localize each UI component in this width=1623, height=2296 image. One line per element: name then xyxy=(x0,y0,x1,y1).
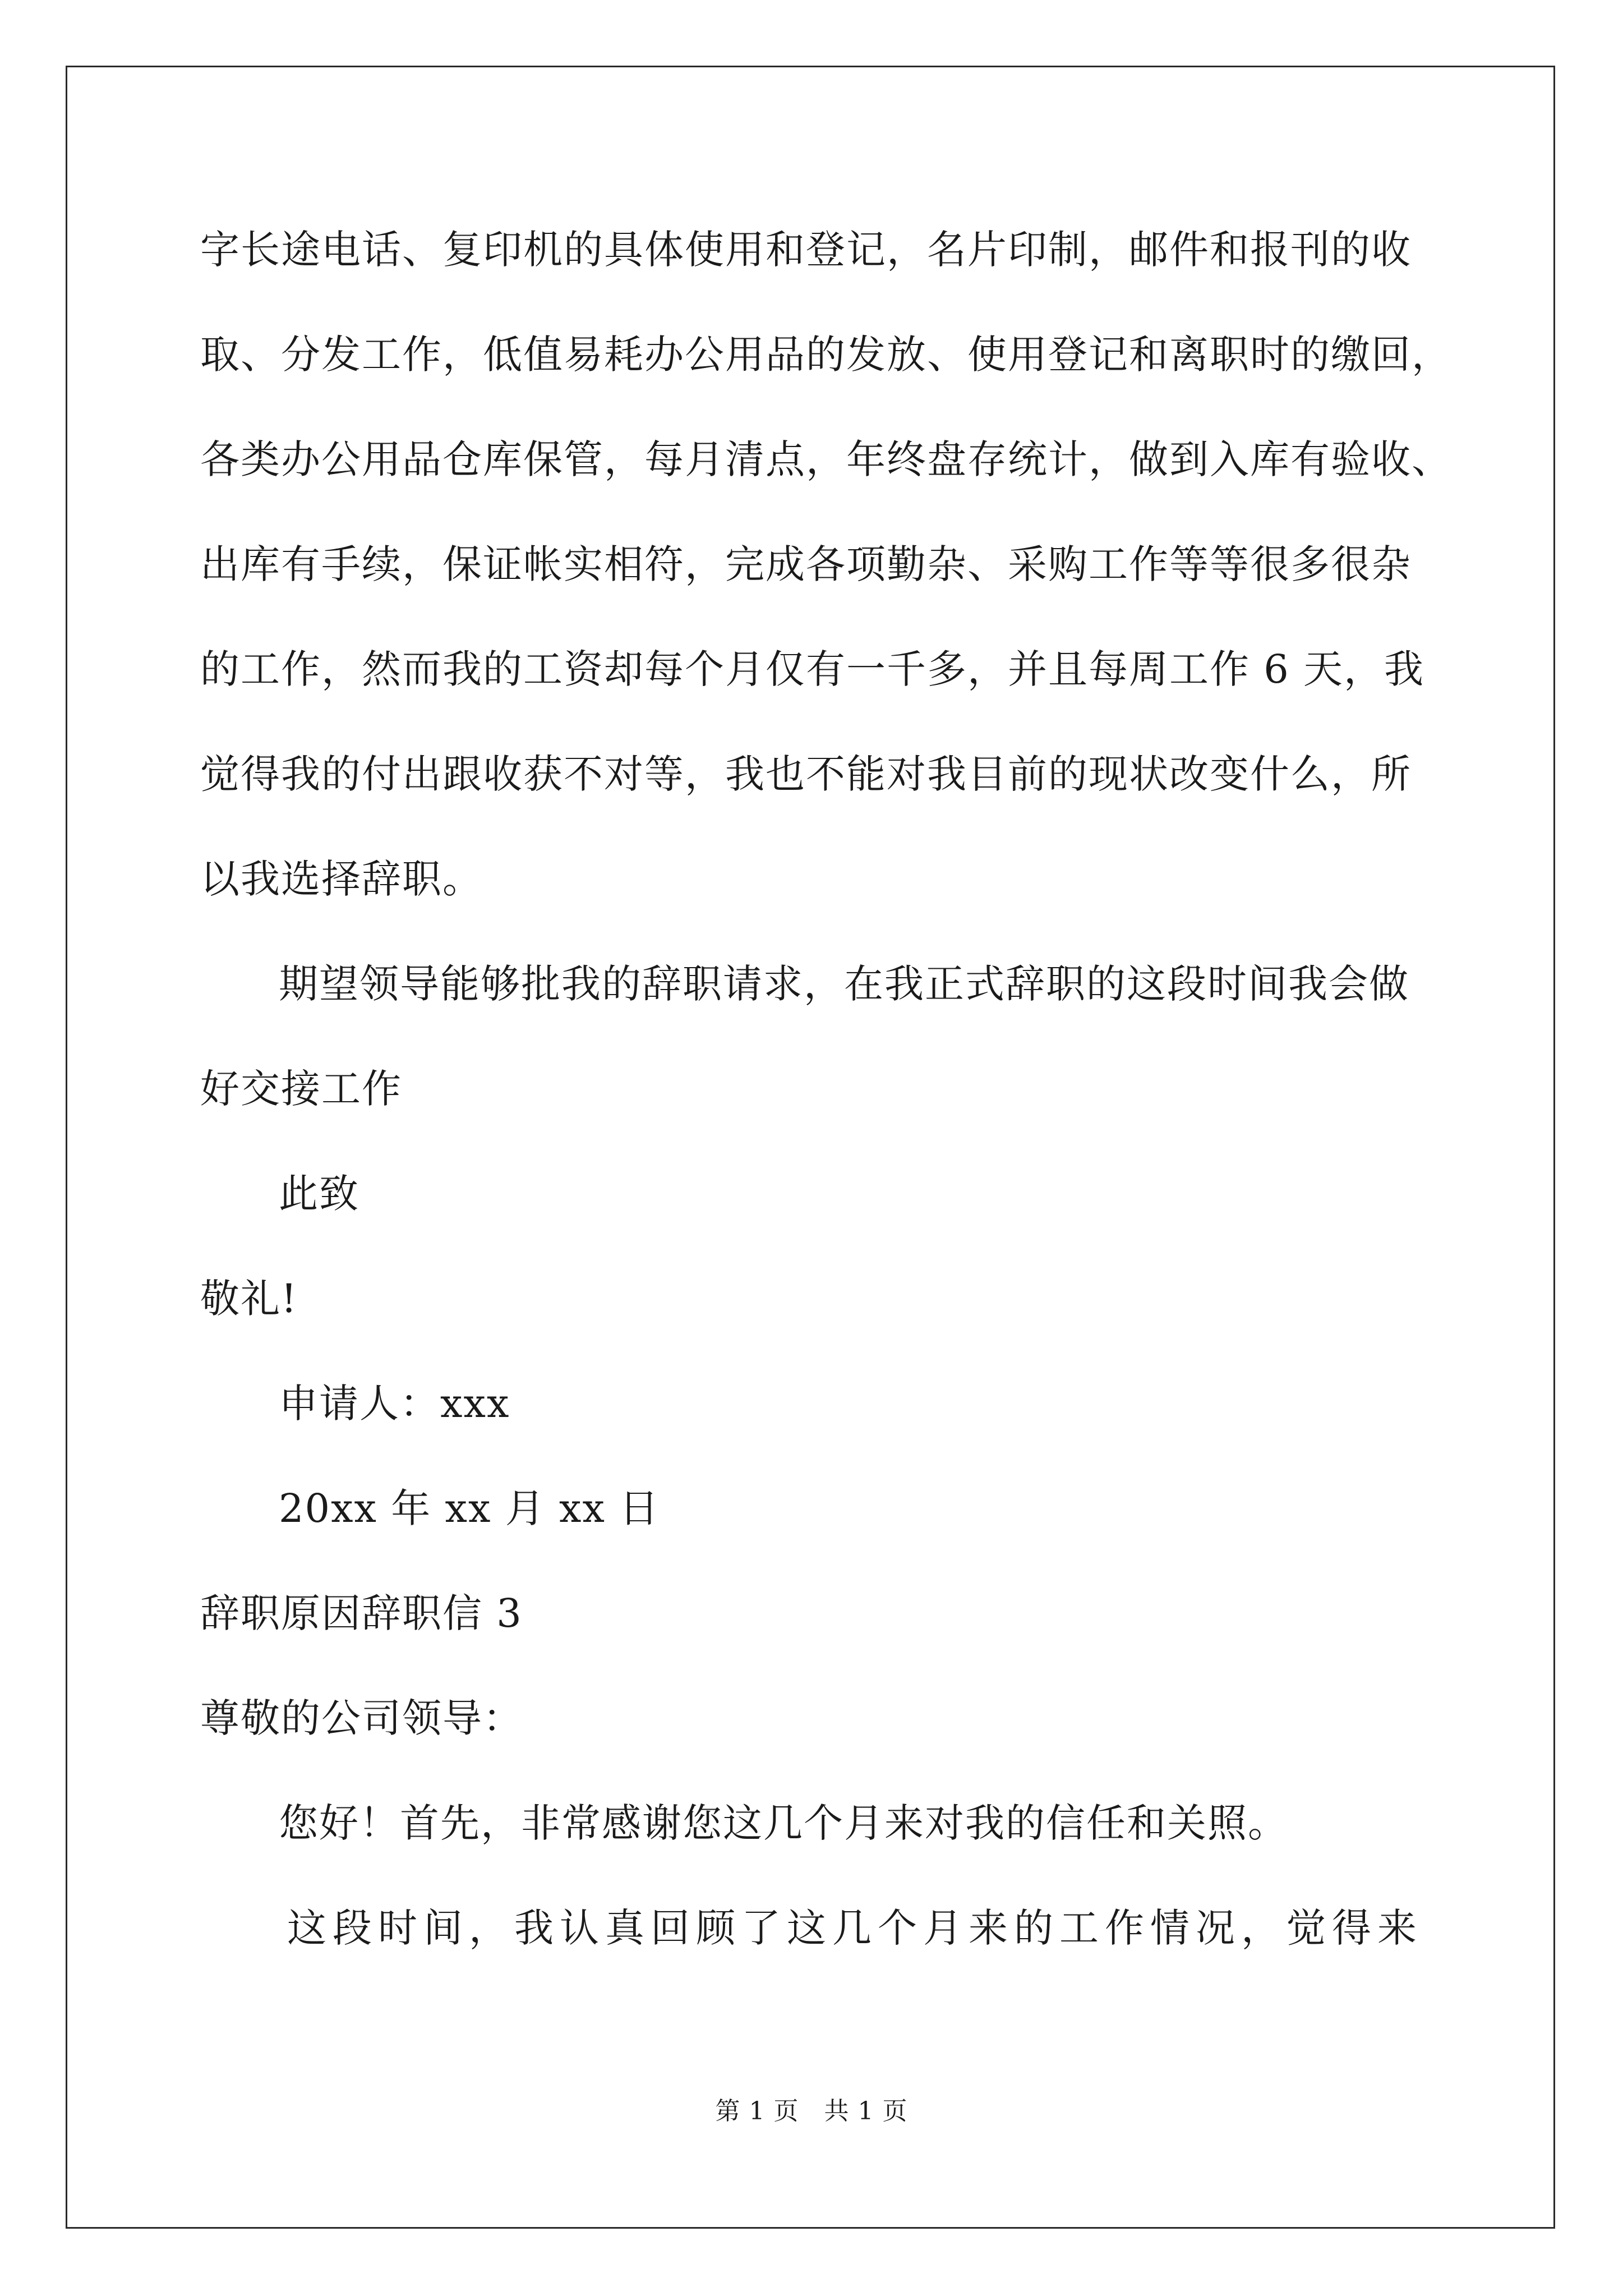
body-text-line: 取、分发工作，低值易耗办公用品的发放、使用登记和离职时的缴回， xyxy=(200,332,1452,378)
body-text-line: 字长途电话、复印机的具体使用和登记，名片印制，邮件和报刊的收 xyxy=(200,227,1412,273)
body-text-line: 的工作，然而我的工资却每个月仅有一千多，并且每周工作 6 天，我 xyxy=(200,646,1425,692)
letter-date: 20xx 年 xx 月 xx 日 xyxy=(279,1485,660,1531)
page-border xyxy=(66,66,1555,2229)
body-text-line: 以我选择辞职。 xyxy=(200,856,483,902)
applicant-signature: 申请人：xxx xyxy=(279,1381,510,1427)
body-text-line: 出库有手续，保证帐实相符，完成各项勤杂、采购工作等等很多很杂 xyxy=(200,541,1412,587)
paragraph-start-line: 这段时间，我认真回顾了这几个月来的工作情况，觉得来 xyxy=(287,1905,1423,1951)
body-text-line: 各类办公用品仓库保管，每月清点，年终盘存统计，做到入库有验收、 xyxy=(200,436,1452,482)
paragraph-start-line: 您好！首先，非常感谢您这几个月来对我的信任和关照。 xyxy=(279,1800,1288,1846)
paragraph-start-line: 期望领导能够批我的辞职请求，在我正式辞职的这段时间我会做 xyxy=(279,961,1409,1007)
section-heading: 辞职原因辞职信 3 xyxy=(200,1590,523,1636)
letter-greeting: 尊敬的公司领导： xyxy=(200,1695,523,1741)
closing-respect: 敬礼! xyxy=(200,1276,298,1322)
body-text-line: 好交接工作 xyxy=(200,1066,402,1112)
closing-salutation: 此致 xyxy=(279,1171,359,1217)
page-number-footer: 第 1 页 共 1 页 xyxy=(715,2097,908,2125)
body-text-line: 觉得我的付出跟收获不对等，我也不能对我目前的现状改变什么，所 xyxy=(200,751,1412,797)
